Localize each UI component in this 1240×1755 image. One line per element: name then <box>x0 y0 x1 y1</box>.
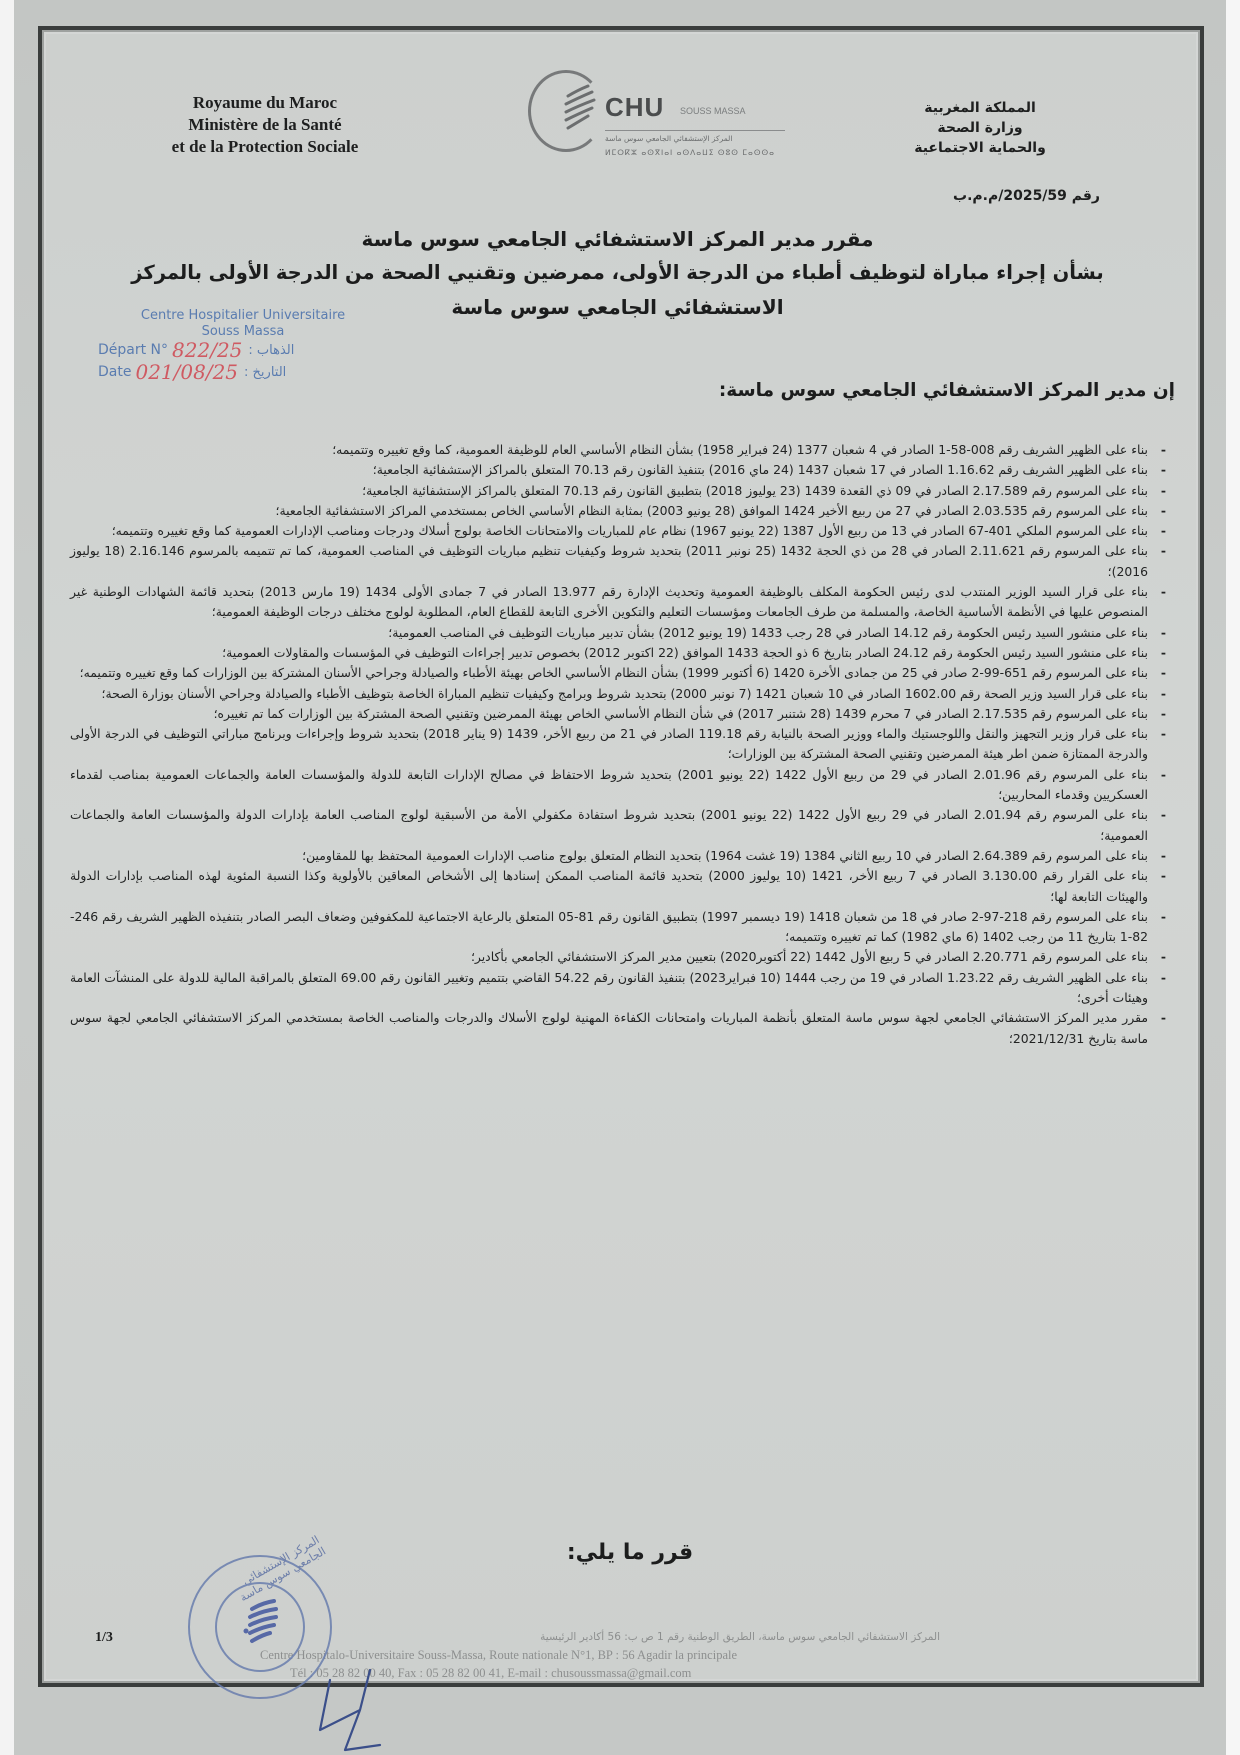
logo-arabic-name: المركز الإستشفائي الجامعي سوس ماسة <box>605 134 733 143</box>
date-handwritten: 021/08/25 <box>135 360 239 384</box>
consideration-item: - مقرر مدير المركز الاستشفائي الجامعي لجهة سوس ماسة المتعلق بأنظمة المباريات وامتحانات الكفاءة المهنية لولوج الأسلاك والدرجات والمناصب الخاصة بمستخدمي المركز الاستشفائي الجامعي لجهة سوس ماسة بتاريخ 2021/12/31؛ <box>70 1008 1170 1049</box>
logo-tifinagh-name: ⵍⵎⵔⴽⵣ ⴰⵙⴳⵏⴰⵏ ⴰⵙⴷⴰⵡⵉ ⵙⵓⵙ ⵎⴰⵙⵙⴰ <box>605 148 775 157</box>
letterhead-ar-ministry-cont: والحماية الاجتماعية <box>914 140 1046 156</box>
logo-chu-text: CHU <box>605 92 665 122</box>
consideration-item: - بناء على المرسوم رقم 2.17.535 الصادر في 7 محرم 1439 (28 شتنبر 2017) في شأن النظام الأساسي الخاص بهيئة الممرضين وتقنيي الصحة المشتركة بين الوزارات كما تم تغييره؛ <box>70 704 1170 724</box>
consideration-item: - بناء على المرسوم رقم 2.64.389 الصادر في 10 ربيع الثاني 1384 (19 غشت 1964) بتحديد النظام المتعلق بولوج مناصب الإدارات العمومية المحتفظ بها للمقاومين؛ <box>70 846 1170 866</box>
letterhead-arabic <box>880 98 1080 158</box>
logo-subtitle: SOUSS MASSA <box>680 106 746 116</box>
consideration-item: - بناء على المرسوم رقم 2.01.94 الصادر في 29 ربيع الأول 1422 (22 يونيو 2001) بتحديد شروط استفادة مكفولي الأمة من الأسبقية لولوج المناصب العامة بإدارات الدولة والمؤسسات العامة والجماعات العمومية؛ <box>70 805 1170 846</box>
consideration-item: - بناء على القرار رقم 3.130.00 الصادر في 7 ربيع الأخر، 1421 (10 يوليوز 2000) بتحديد قائمة المناصب الممكن إسنادها إلى الأشخاص المعاقين بالأولوية وكذا النسبة المئوية لهذه المناصب بإدارات الدولة والهيئات التابعة لها؛ <box>70 866 1170 907</box>
preamble-heading: إن مدير المركز الاستشفائي الجامعي سوس ماسة: <box>718 380 1175 401</box>
chu-logo <box>520 62 800 172</box>
logo-divider <box>605 130 785 131</box>
handwritten-signature <box>300 1660 420 1755</box>
consideration-item: - بناء على المرسوم رقم 2.20.771 الصادر في 5 ربيع الأول 1442 (22 أكتوبر2020) بتعيين مدير المركز الاستشفائي الجامعي بأكادير؛ <box>70 947 1170 967</box>
depart-number-handwritten: 822/25 <box>172 338 243 362</box>
logo-waves-icon <box>558 82 598 142</box>
consideration-item: - بناء على المرسوم رقم 2.17.589 الصادر في 09 ذي القعدة 1439 (23 يوليوز 2018) بتطبيق القانون رقم 70.13 المتعلق بالمراكز الإستشفائية الجامعية؛ <box>70 481 1170 501</box>
consideration-item: - بناء على منشور السيد رئيس الحكومة رقم 14.12 الصادر في 28 رجب 1433 (19 يونيو 2012) بشأن تدبير مباريات التوظيف في المناصب العمومية؛ <box>70 623 1170 643</box>
consideration-item: - بناء على المرسوم رقم 651-99-2 صادر في 25 من جمادى الأخرة 1420 (6 أكتوبر 1999) بشأن النظام الأساسي الخاص بهيئة الأطباء والصيادلة وجراحي الأسنان المشتركة بين الوزارات كما وقع تغييره وتتميمه؛ <box>70 663 1170 683</box>
consideration-item: - بناء على قرار وزير التجهيز والنقل واللوجستيك والماء ووزير الصحة بالنيابة رقم 119.18 الصادر في 21 من ربيع الأخر، 1439 (9 يناير 2018) بتحديد شروط وإجراءات وبرنامج مباراتي التوظيف في الدرجة الأولى والدرجة الممتازة ضمن اطر هيئة الممرضين وتقنيي الصحة المشتركة بين الوزارات؛ <box>70 724 1170 765</box>
letterhead-french <box>115 92 415 158</box>
seal-text: المركز الإستشفائي الجامعي سوس ماسة <box>237 1533 329 1605</box>
scan-margin-left <box>0 0 14 1755</box>
consideration-item: - بناء على منشور السيد رئيس الحكومة رقم 24.12 الصادر بتاريخ 6 ذو الحجة 1433 الموافق (22 اكتوبر 2012) بخصوص تدبير إجراءات التوظيف في المؤسسات والمقاولات العمومية؛ <box>70 643 1170 663</box>
letterhead-kingdom: Royaume du Maroc <box>192 93 338 112</box>
footer-address-french: Centre Hospitalo-Universitaire Souss-Massa, Route nationale N°1, BP : 56 Agadir la principale <box>260 1648 738 1662</box>
title-line-2: بشأن إجراء مباراة لتوظيف أطباء من الدرجة الأولى، ممرضين وتقنيي الصحة من الدرجة الأولى بالمركز <box>131 261 1104 284</box>
consideration-item: - بناء على المرسوم رقم 2.01.96 الصادر في 29 من ربيع الأول 1422 (22 يونيو 2001) بتحديد شروط الاحتفاظ في مصالح الإدارات التابعة للدولة والمؤسسات العامة والجماعات العمومية بمناصب لقدماء العسكريين وقدماء المحاربين؛ <box>70 765 1170 806</box>
depart-label: Départ N° <box>98 342 169 358</box>
consideration-item: - بناء على قرار السيد وزير الصحة رقم 1602.00 الصادر في 10 شعبان 1421 (7 نونبر 2000) بتحديد شروط وبرامج وكيفيات تنظيم المباراة الخاصة بتوظيف الأطباء والصيادلة وجراحي الأسنان بوزارة الصحة؛ <box>70 684 1170 704</box>
consideration-item: - بناء على المرسوم رقم 2.11.621 الصادر في 28 من ذي الحجة 1432 (25 نونبر 2011) بتحديد شروط وكيفيات تنظيم مباريات التوظيف في المناصب العمومية، كما تم تتميمه بالمرسوم 2.16.146 (18 يوليوز 2016)؛ <box>70 541 1170 582</box>
dispatch-date-row <box>98 361 388 383</box>
consideration-item: - بناء على الظهير الشريف رقم 008-58-1 الصادر في 4 شعبان 1377 (24 فبراير 1958) بشأن النظام الأساسي العام للوظيفة العمومية، كما وقع تغييره وتتميمه؛ <box>70 440 1170 460</box>
letterhead-ministry-cont: et de la Protection Sociale <box>171 137 359 156</box>
date-label: Date <box>98 364 132 380</box>
letterhead-ministry: Ministère de la Santé <box>188 115 342 134</box>
dispatch-stamp <box>98 308 388 383</box>
footer-address-arabic: المركز الاستشفائي الجامعي سوس ماسة، الطريق الوطنية رقم 1 ص ب: 56 أكادير الرئيسية <box>540 1631 940 1643</box>
consideration-item: - بناء على قرار السيد الوزير المنتدب لدى رئيس الحكومة المكلف بالوظيفة العمومية وتحديث الإدارة رقم 13.977 الصادر في 7 جمادى الأولى 1434 (19 مارس 2013) بتحديد قائمة الشهادات الوطنية غير المنصوص عليها في الأنظمة الأساسية الخاصة، والمسلمة من طرف الجامعات ومؤسسات التعليم والتكوين الأخرى التابعة للقطاع العام، المطلوبة لولوج مختلف درجات الوظيفة العمومية؛ <box>70 582 1170 623</box>
consideration-item: - بناء على الظهير الشريف رقم 1.16.62 الصادر في 17 شعبان 1437 (24 ماي 2016) بتنفيذ القانون رقم 70.13 المتعلق بالمراكز الإستشفائية الجامعية؛ <box>70 460 1170 480</box>
decision-heading: قرر ما يلي: <box>566 1540 694 1565</box>
page-number: 1/3 <box>95 1630 113 1645</box>
consideration-item: - بناء على المرسوم الملكي 401-67 الصادر في 13 من ربيع الأول 1387 (22 يونيو 1967) نظام عام للمباريات والامتحانات الخاصة بولوج أسلاك ودرجات ومناصب الإدارات العمومية كما وقع تغييره وتتميمه؛ <box>70 521 1170 541</box>
depart-label-ar: الذهاب : <box>248 342 295 358</box>
reference-number: رقم 2025/59/م.م.ب <box>953 188 1100 204</box>
date-label-ar: التاريخ : <box>244 364 287 380</box>
dispatch-stamp-org: Centre Hospitalier Universitaire <box>140 308 346 323</box>
scan-margin-right <box>1226 0 1240 1755</box>
letterhead-ar-ministry: وزارة الصحة <box>937 120 1023 136</box>
dispatch-stamp-region: Souss Massa <box>201 324 285 339</box>
letterhead-ar-kingdom: المملكة المغربية <box>924 100 1036 116</box>
title-line-1: مقرر مدير المركز الاستشفائي الجامعي سوس ماسة <box>361 227 874 251</box>
consideration-item: - بناء على الظهير الشريف رقم 1.23.22 الصادر في 19 من رجب 1444 (10 فبراير2023) بتنفيذ القانون رقم 54.22 القاضي بتتميم وتغيير القانون رقم 69.00 المتعلق بالمراقبة المالية للدولة على المنشآت العامة وهيئات أخرى؛ <box>70 968 1170 1009</box>
consideration-item: - بناء على المرسوم رقم 218-97-2 صادر في 18 من شعبان 1418 (19 ديسمبر 1997) بتطبيق القانون رقم 81-05 المتعلق بالرعاية الاجتماعية للمكفوفين وضعاف البصر الصادر بتنفيذه الظهير الشريف رقم 246-82-1 بتاريخ 11 من رجب 1402 (6 ماي 1982) كما تم تغييره وتتميمه؛ <box>70 907 1170 948</box>
dispatch-number-row <box>98 339 388 361</box>
consideration-item: - بناء على المرسوم رقم 2.03.535 الصادر في 27 من ربيع الأخير 1424 الموافق (28 يونيو 2003) بمثابة النظام الأساسي الخاص بمستخدمي المراكز الاستشفائية الجامعية؛ <box>70 501 1170 521</box>
title-line-3: الاستشفائي الجامعي سوس ماسة <box>451 295 784 319</box>
seal-logo-icon <box>230 1597 286 1653</box>
footer-contact: Tél : 05 28 82 00 40, Fax : 05 28 82 00 41, E-mail : chusoussmassa@gmail.com <box>290 1666 692 1680</box>
considerations-list <box>70 440 1170 1049</box>
